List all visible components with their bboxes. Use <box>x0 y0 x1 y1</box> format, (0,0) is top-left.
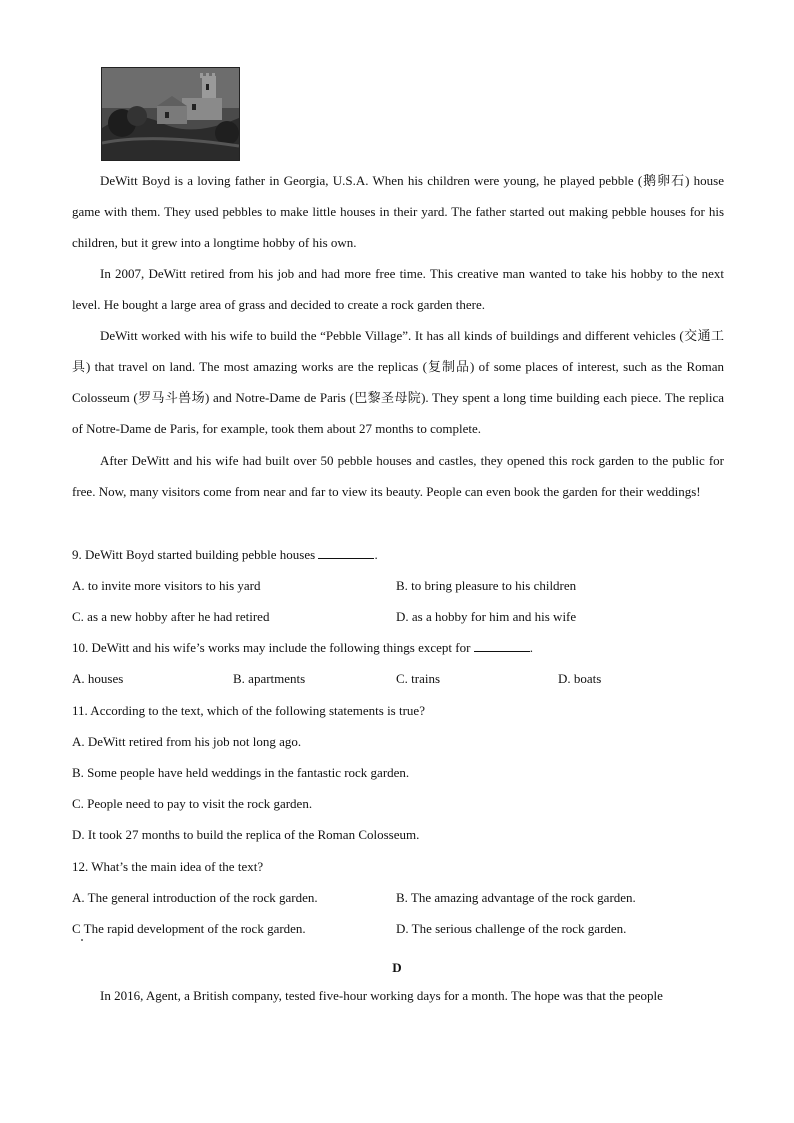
question-11-option-d[interactable]: D. It took 27 months to build the replica of the Roman Colosseum. <box>72 827 420 842</box>
passage-paragraph-1: DeWitt Boyd is a loving father in Georgia, U.S.A. When his children were young, he played pebble (鹅卵石) house game with them. They used pebbles to make little houses in their yard. The father started out making pebble houses for his children, but it grew into a longtime hobby of his own. <box>72 173 724 250</box>
question-9-option-d[interactable]: D. as a hobby for him and his wife <box>396 609 577 624</box>
passage-paragraph-4: After DeWitt and his wife had built over 50 pebble houses and castles, they opened this rock garden to the public for free. Now, many visitors come from near and far to view its beauty. People can even book the garden for their weddings! <box>72 453 724 499</box>
question-12-stem: 12. What’s the main idea of the text? <box>72 859 264 874</box>
question-9-option-c[interactable]: C. as a new hobby after he had retired <box>72 609 270 624</box>
answer-blank[interactable] <box>318 546 374 559</box>
question-11-option-b[interactable]: B. Some people have held weddings in the fantastic rock garden. <box>72 765 410 780</box>
section-d-intro: In 2016, Agent, a British company, tested five-hour working days for a month. The hope was that the people <box>100 988 663 1003</box>
stray-mark <box>81 939 83 941</box>
question-10-stem: 10. DeWitt and his wife’s works may include the following things except for . <box>72 640 533 655</box>
passage-paragraph-3: DeWitt worked with his wife to build the “Pebble Village”. It has all kinds of buildings and different vehicles (交通工具) that travel on land. The most amazing works are the replicas (复制品) of some places of interest, such as the Roman Colosseum (罗马斗兽场) and Notre-Dame de Paris (巴黎圣母院). They spent a long time building each piece. The replica of Notre-Dame de Paris, for example, took them about 27 months to complete. <box>72 328 724 436</box>
question-12-option-d[interactable]: D. The serious challenge of the rock garden. <box>396 921 627 936</box>
question-11-option-a[interactable]: A. DeWitt retired from his job not long ago. <box>72 734 302 749</box>
question-9-option-a[interactable]: A. to invite more visitors to his yard <box>72 578 261 593</box>
question-10-option-a[interactable]: A. houses <box>72 671 124 686</box>
question-11-option-c[interactable]: C. People need to pay to visit the rock garden. <box>72 796 313 811</box>
question-9-option-b[interactable]: B. to bring pleasure to his children <box>396 578 577 593</box>
passage-paragraph-2: In 2007, DeWitt retired from his job and had more free time. This creative man wanted to take his hobby to the next level. He bought a large area of grass and decided to create a rock garden there. <box>72 266 724 312</box>
castle-image <box>102 68 239 160</box>
question-12-option-a[interactable]: A. The general introduction of the rock garden. <box>72 890 318 905</box>
question-10-option-b[interactable]: B. apartments <box>233 671 306 686</box>
question-12-option-b[interactable]: B. The amazing advantage of the rock garden. <box>396 890 636 905</box>
question-10-option-d[interactable]: D. boats <box>558 671 602 686</box>
rock-garden-photo <box>101 67 240 161</box>
question-11-stem: 11. According to the text, which of the following statements is true? <box>72 703 425 718</box>
question-10-option-c[interactable]: C. trains <box>396 671 441 686</box>
question-9-stem: 9. DeWitt Boyd started building pebble houses . <box>72 547 378 562</box>
section-d-heading: D <box>392 960 402 975</box>
question-12-option-c[interactable]: C The rapid development of the rock garden. <box>72 921 306 936</box>
answer-blank[interactable] <box>474 639 530 652</box>
